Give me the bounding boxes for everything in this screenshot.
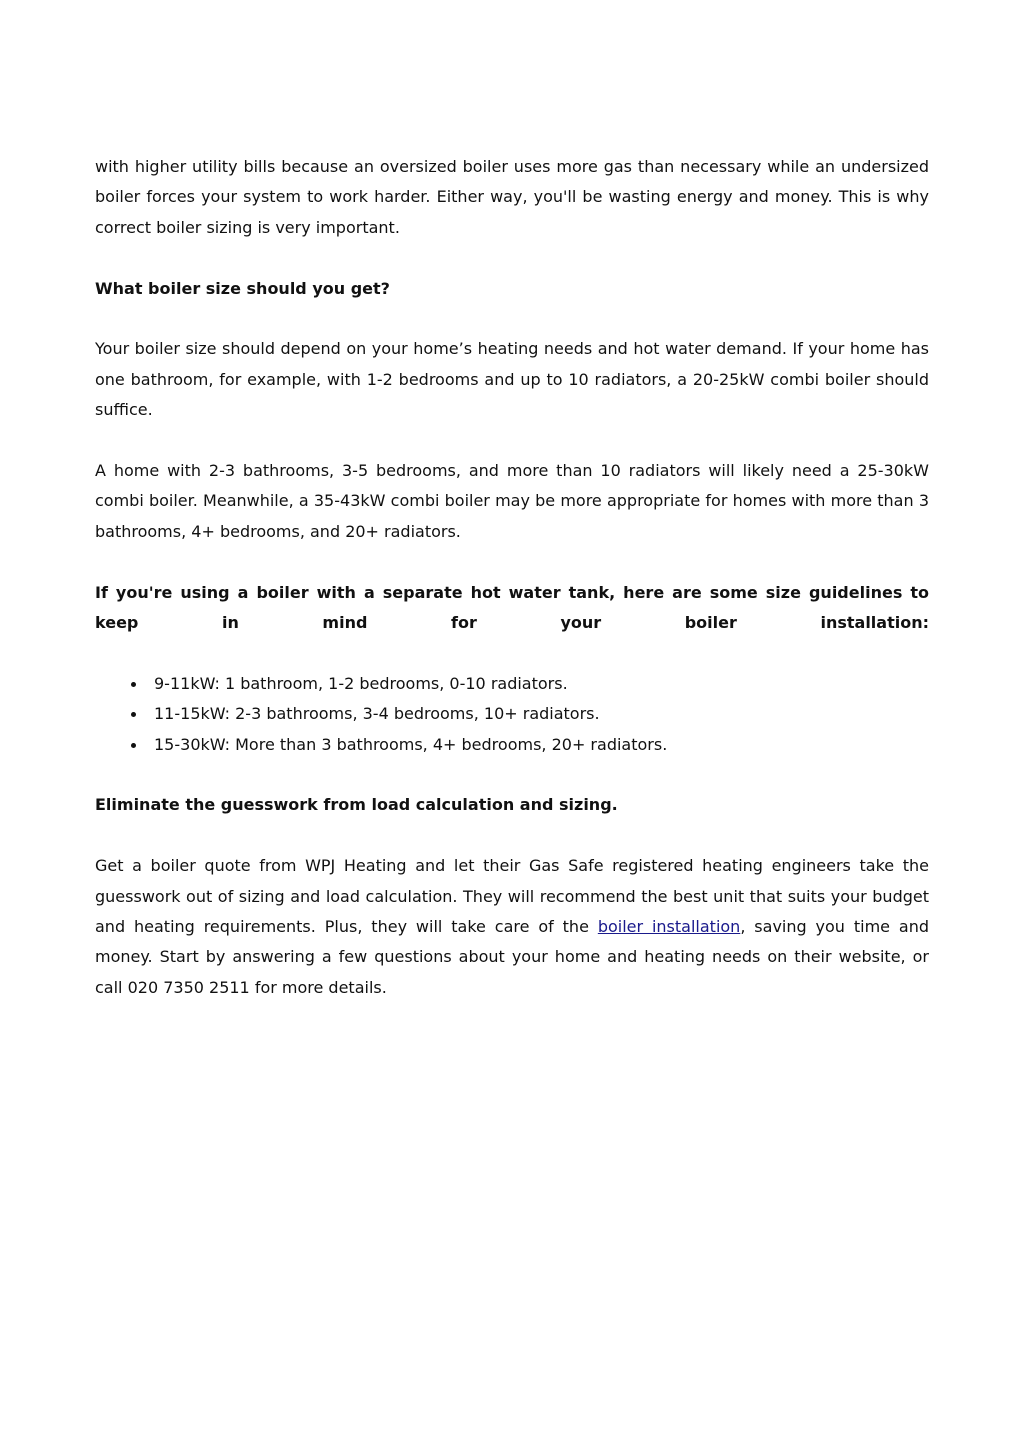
spacer xyxy=(95,426,929,456)
list-item-text: 9-11kW: 1 bathroom, 1-2 bedrooms, 0-10 radiators. xyxy=(154,673,568,693)
spacer xyxy=(95,638,929,668)
section-heading-hot-water-tank: If you're using a boiler with a separate hot water tank, here are some size guidelines to keep in mind for your boiler installation: xyxy=(95,582,929,633)
spacer xyxy=(95,821,929,851)
bullet-icon xyxy=(131,743,136,748)
list-item xyxy=(95,669,929,699)
bullet-icon xyxy=(131,712,136,717)
boiler-installation-link[interactable]: boiler installation xyxy=(597,917,741,937)
spacer xyxy=(95,547,929,577)
list-item xyxy=(95,699,929,729)
spacer xyxy=(95,243,929,273)
bullet-icon xyxy=(131,682,136,687)
closing-paragraph xyxy=(95,851,929,1003)
closing-text-after-link: , saving you time and money. Start by answering a few questions about your home and heating needs on their website, or call 020 7350 2511 for more details. xyxy=(95,917,929,997)
boiler-size-paragraph-1: Your boiler size should depend on your home’s heating needs and hot water demand. If your home has one bathroom, for example, with 1-2 bedrooms and up to 10 radiators, a 20-25kW combi boiler should suffice. xyxy=(95,339,929,420)
list-item xyxy=(95,730,929,760)
intro-paragraph: with higher utility bills because an oversized boiler uses more gas than necessary while an undersized boiler forces your system to work harder. Either way, you'll be wasting energy and money. This is why correct boiler sizing is very important. xyxy=(95,157,929,237)
section-heading-boiler-size: What boiler size should you get? xyxy=(95,278,390,298)
document-page xyxy=(95,152,929,1003)
spacer xyxy=(95,760,929,790)
boiler-size-paragraph-2: A home with 2-3 bathrooms, 3-5 bedrooms, and more than 10 radiators will likely need a 25-30kW combi boiler. Meanwhile, a 35-43kW combi boiler may be more appropriate for homes with more than 3 bathrooms, 4+ bedrooms, and 20+ radiators. xyxy=(95,461,929,541)
spacer xyxy=(95,304,929,334)
size-guidelines-list xyxy=(95,669,929,760)
closing-text-before-link: Get a boiler quote from WPJ Heating and let their Gas Safe registered heating engineers take the guesswork out of sizing and load calculation. They will recommend the best unit that suits your budget and heating requirements. Plus, they will take care of the xyxy=(95,856,929,937)
list-item-text: 11-15kW: 2-3 bathrooms, 3-4 bedrooms, 10+ radiators. xyxy=(154,704,600,724)
list-item-text: 15-30kW: More than 3 bathrooms, 4+ bedrooms, 20+ radiators. xyxy=(154,734,668,754)
section-heading-guesswork: Eliminate the guesswork from load calculation and sizing. xyxy=(95,795,618,815)
